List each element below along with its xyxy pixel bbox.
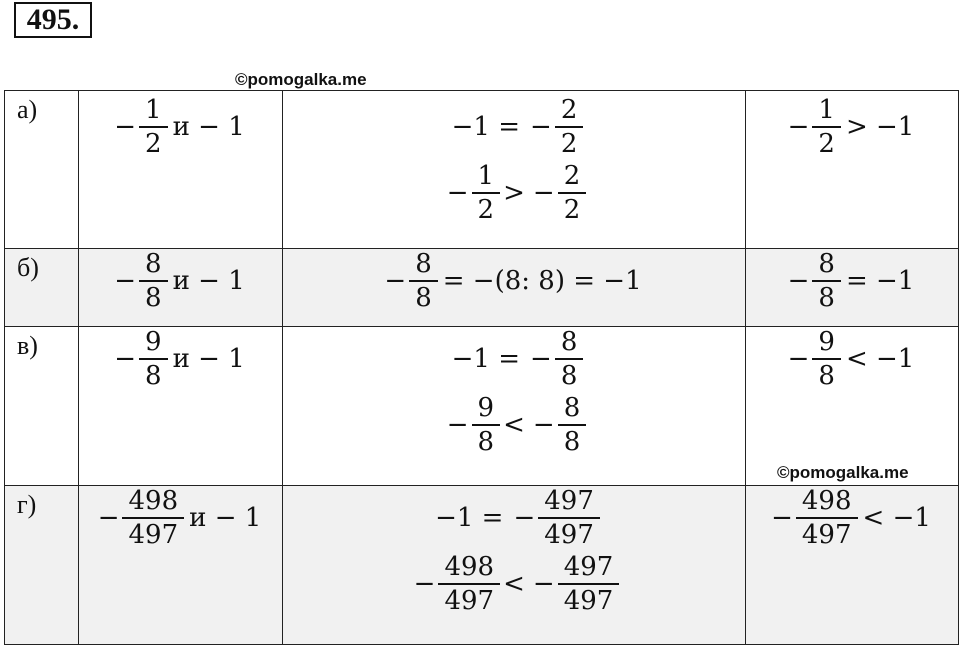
answer-rest: < −1: [845, 344, 915, 375]
numerator: 497: [563, 551, 614, 582]
row-label: а): [5, 91, 79, 249]
numerator: 9: [477, 393, 495, 424]
answer-expression: [784, 97, 921, 157]
fraction: [412, 249, 435, 314]
given-rest: и − 1: [172, 266, 245, 297]
fraction: [561, 393, 584, 458]
answer-expression: [767, 485, 937, 550]
given-rest: и − 1: [189, 502, 262, 533]
comparison-sign: <: [503, 410, 525, 441]
work-rest: = −(8: 8) = −1: [442, 266, 642, 297]
fraction: [558, 97, 581, 157]
numerator: 8: [560, 327, 578, 358]
numerator: 498: [444, 551, 495, 582]
given-rest: и − 1: [172, 344, 245, 375]
answer-cell: [746, 91, 959, 249]
comparison-sign: <: [503, 568, 525, 599]
given-expression: [110, 249, 251, 314]
denominator: 2: [558, 192, 587, 223]
minus-sign: −: [787, 344, 810, 375]
minus-sign: −: [513, 502, 536, 533]
comparison-sign: >: [503, 178, 525, 208]
fraction: [441, 551, 497, 616]
fraction: [125, 485, 181, 550]
given-cell: [79, 91, 283, 249]
fraction: [561, 163, 584, 223]
fraction: [815, 249, 838, 314]
answer-expression: [784, 249, 921, 314]
numerator: 8: [415, 249, 432, 280]
denominator: 2: [812, 126, 841, 157]
minus-sign: −: [384, 266, 407, 297]
work-line: [446, 327, 583, 392]
work-cell: [283, 91, 746, 249]
work-line: [380, 249, 647, 314]
minus-sign: −: [446, 410, 469, 441]
minus-sign: −: [532, 410, 555, 441]
denominator: 8: [409, 280, 438, 311]
watermark-bottom: ©pomogalka.me: [777, 463, 909, 482]
fraction: [541, 485, 597, 550]
denominator: 2: [472, 192, 501, 223]
denominator: 497: [122, 517, 184, 548]
numerator: 1: [477, 161, 495, 191]
fraction: [142, 249, 165, 314]
given-expression: [94, 485, 268, 550]
denominator: 8: [812, 280, 841, 311]
numerator: 2: [560, 95, 578, 125]
table-row-a: [5, 91, 959, 249]
fraction: [142, 327, 165, 392]
row-label: г): [5, 485, 79, 644]
fraction: [561, 551, 617, 616]
answer-rest: < −1: [862, 502, 931, 533]
fraction: [475, 393, 498, 458]
work-line: [429, 485, 599, 550]
minus-sign: −: [97, 502, 120, 533]
minus-sign: −: [530, 344, 552, 375]
minus-sign: −: [532, 178, 555, 208]
minus-sign: −: [114, 112, 137, 142]
denominator: 8: [558, 424, 587, 455]
answer-expression: [784, 327, 921, 392]
numerator: 9: [818, 327, 835, 358]
denominator: 497: [438, 583, 500, 614]
denominator: 8: [139, 280, 168, 311]
minus-sign: −: [787, 266, 810, 297]
minus-sign: −: [446, 178, 469, 208]
answer-rest: = −1: [845, 266, 915, 297]
fraction: [475, 163, 498, 223]
denominator: 8: [139, 358, 168, 389]
answer-cell: [746, 249, 959, 327]
given-expression: [110, 97, 251, 157]
fraction: [815, 97, 838, 157]
given-cell: [79, 485, 283, 644]
minus-sign: −: [114, 266, 137, 297]
work-left: −1 =: [451, 344, 521, 375]
fraction: [142, 97, 165, 157]
task-number: 495.: [14, 2, 92, 38]
denominator: 497: [538, 517, 600, 548]
minus-sign: −: [532, 568, 555, 599]
answer-cell: [746, 327, 959, 485]
work-cell: [283, 485, 746, 644]
work-line: [443, 163, 585, 223]
numerator: 8: [818, 249, 835, 280]
watermark-top: ©pomogalka.me: [235, 70, 367, 89]
minus-sign: −: [771, 502, 793, 533]
denominator: 497: [796, 517, 858, 548]
minus-sign: −: [413, 568, 436, 599]
denominator: 2: [139, 126, 168, 157]
work-cell: [283, 327, 746, 485]
work-line: [410, 551, 619, 616]
numerator: 8: [145, 249, 162, 280]
minus-sign: −: [530, 112, 552, 142]
given-cell: [79, 249, 283, 327]
numerator: 497: [544, 485, 594, 516]
given-rest: и − 1: [172, 112, 245, 142]
work-cell: [283, 249, 746, 327]
given-cell: [79, 327, 283, 485]
row-label: в): [5, 327, 79, 485]
numerator: 2: [563, 161, 581, 191]
numerator: 9: [145, 327, 162, 358]
numerator: 498: [128, 485, 179, 516]
table-row-g: [5, 485, 959, 644]
answer-rest: > −1: [845, 112, 915, 142]
answer-cell: [746, 485, 959, 644]
work-line: [443, 393, 585, 458]
table-row-b: [5, 249, 959, 327]
work-left: −1 =: [435, 502, 504, 533]
denominator: 8: [812, 358, 841, 389]
fraction: [558, 327, 581, 392]
numerator: 1: [145, 95, 162, 125]
denominator: 8: [555, 358, 584, 389]
numerator: 8: [563, 393, 581, 424]
denominator: 8: [472, 424, 501, 455]
numerator: 498: [801, 485, 852, 516]
work-left: −1 =: [451, 112, 521, 142]
work-line: [446, 97, 583, 157]
row-label: б): [5, 249, 79, 327]
given-expression: [110, 327, 251, 392]
fraction: [815, 327, 838, 392]
fraction: [799, 485, 855, 550]
minus-sign: −: [787, 112, 810, 142]
minus-sign: −: [114, 344, 137, 375]
table-row-v: [5, 327, 959, 485]
numerator: 1: [818, 95, 835, 125]
solution-table: [4, 90, 959, 645]
denominator: 2: [555, 126, 584, 157]
denominator: 497: [558, 583, 620, 614]
